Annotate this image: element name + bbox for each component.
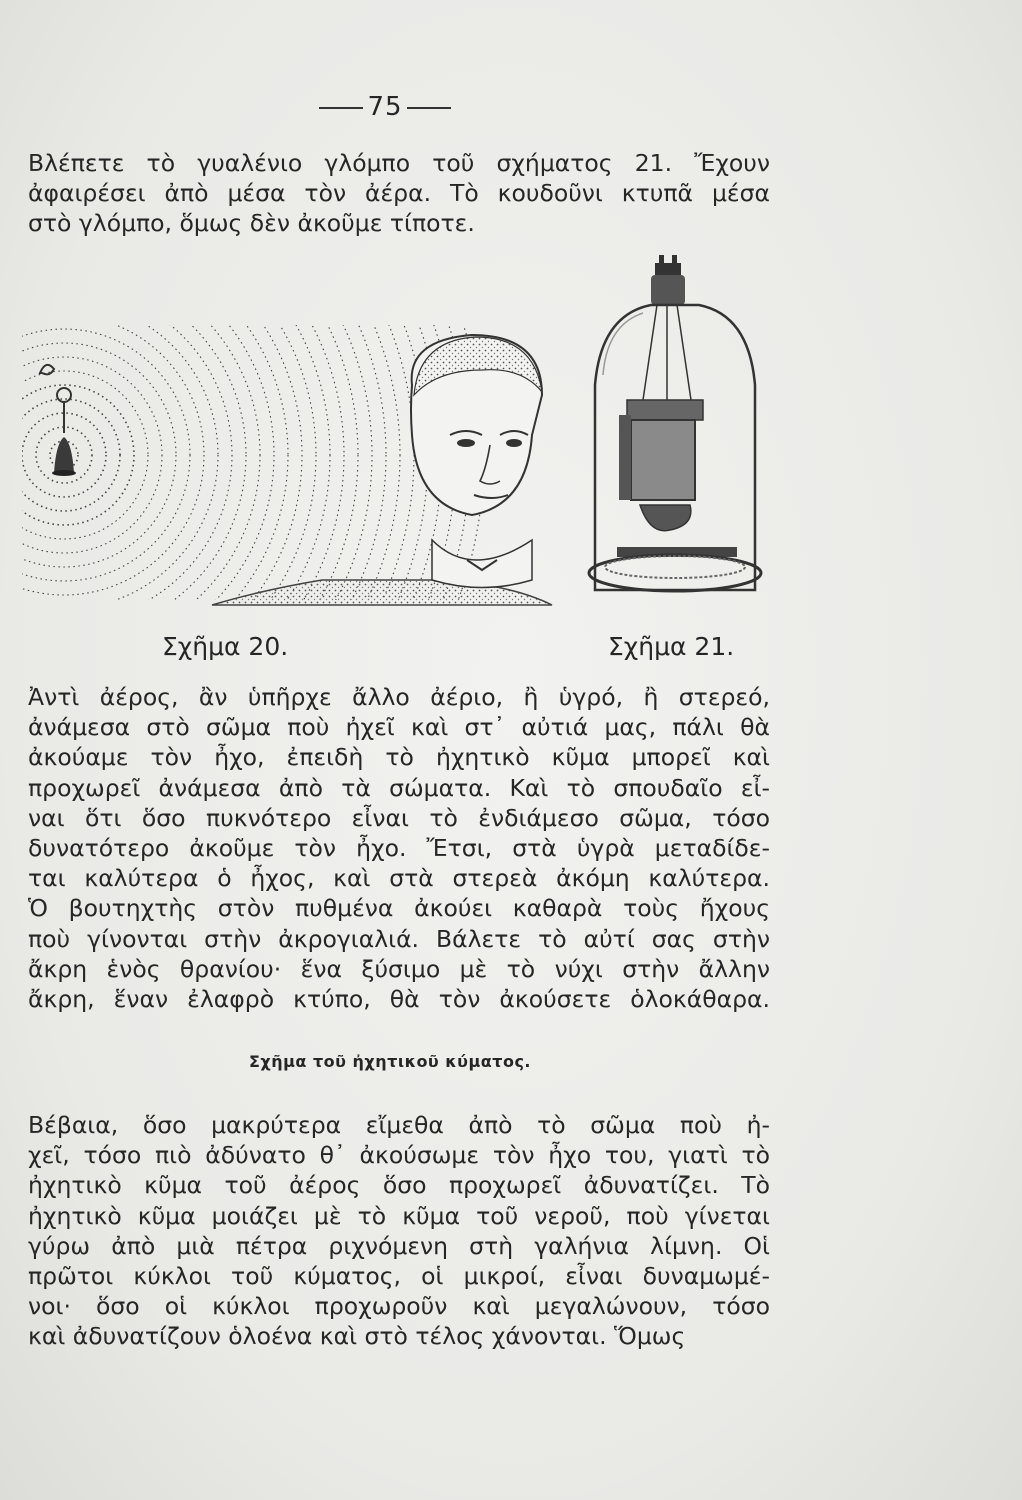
page-number-dash-left xyxy=(319,107,363,109)
section-heading: Σχῆμα τοῦ ἠχητικοῦ κύματος. xyxy=(248,1052,532,1071)
text-line: Βέβαια, ὅσο μακρύτερα εἴμεθα ἀπὸ τὸ σῶμα ποὺ ἠ- xyxy=(28,1111,770,1139)
text-line: χεῖ, τόσο πιὸ ἀδύνατο θ᾽ ἀκούσωμε τὸν ἦχο του, γιατὶ τὸ xyxy=(28,1141,770,1170)
text-line: ἀνάμεσα στὸ σῶμα ποὺ ἠχεῖ καὶ στ᾽ αὐτιά μας, πάλι θὰ xyxy=(28,713,770,742)
page-number-text: 75 xyxy=(367,92,403,122)
figure-20-sound-waves-illustration xyxy=(22,325,562,615)
text-line: δυνατότερο ἀκοῦμε τὸν ἦχο. Ἔτσι, στὰ ὑγρὰ μεταδίδε- xyxy=(28,834,770,863)
text-line: Ἀντὶ ἀέρος, ἂν ὑπῆρχε ἄλλο ἀέριο, ἢ ὑγρό, ἢ στερεό, xyxy=(28,683,770,711)
text-line: πρῶτοι κύκλοι τοῦ κύματος, οἱ μικροί, εἶναι δυναμωμέ- xyxy=(28,1262,770,1291)
figure-20-caption: Σχῆμα 20. xyxy=(162,632,289,661)
text-line: καὶ ἀδυνατίζουν ὁλοένα καὶ στὸ τέλος χάνονται. Ὅμως xyxy=(28,1322,686,1351)
text-line: Ὁ βουτηχτὴς στὸν πυθμένα ἀκούει καθαρὰ τοὺς ἤχους xyxy=(28,894,770,923)
text-line: νοι· ὅσο οἱ κύκλοι προχωροῦν καὶ μεγαλώνουν, τόσο xyxy=(28,1292,770,1321)
sound-wave-ring xyxy=(22,325,428,615)
bell-jar-icon xyxy=(589,255,761,591)
bell-icon xyxy=(40,365,76,476)
body-paragraph-2 xyxy=(28,1110,770,1352)
figure-21-bell-jar-illustration xyxy=(585,255,765,615)
body-paragraph-1 xyxy=(28,682,770,1014)
text-line: ται καλύτερα ὁ ἦχος, καὶ στὰ στερεὰ ἀκόμη καλύτερα. xyxy=(28,864,770,893)
text-line: ἠχητικὸ κῦμα τοῦ ἀέρος ὅσο προχωρεῖ ἀδυνατίζει. Τὸ xyxy=(28,1171,770,1200)
text-line: στὸ γλόμπο, ὅμως δὲν ἀκοῦμε τίποτε. xyxy=(28,209,475,238)
text-line: ἠχητικὸ κῦμα μοιάζει μὲ τὸ κῦμα τοῦ νεροῦ, ποὺ γίνεται xyxy=(28,1201,770,1230)
figure-21-caption: Σχῆμα 21. xyxy=(608,632,735,661)
sound-wave-ring xyxy=(22,371,148,539)
page-number-dash-right xyxy=(407,107,451,109)
text-line: ἀφαιρέσει ἀπὸ μέσα τὸν ἀέρα. Τὸ κουδοῦνι κτυπᾶ μέσα xyxy=(28,179,770,208)
text-line: γύρω ἀπὸ μιὰ πέτρα ριχνόμενη στὴ γαλήνια λίμνη. Οἱ xyxy=(28,1231,770,1260)
sound-wave-ring xyxy=(22,343,176,567)
text-line: ναι ὅτι ὅσο πυκνότερο εἶναι τὸ ἐνδιάμεσο σῶμα, τόσο xyxy=(28,803,770,832)
sound-wave-ring xyxy=(22,325,442,615)
text-line: ἄκρη, ἕναν ἐλαφρὸ κτύπο, θὰ τὸν ἀκούσετε ὁλοκάθαρα. xyxy=(28,985,770,1014)
sound-wave-ring xyxy=(22,325,414,615)
text-line: ἄκρη ἑνὸς θρανίου· ἕνα ξύσιμο μὲ τὸ νύχι στὴν ἄλλην xyxy=(28,954,770,983)
text-line: Βλέπετε τὸ γυαλένιο γλόμπο τοῦ σχήματος 21. Ἔχουν xyxy=(28,149,770,177)
page-number xyxy=(0,92,770,122)
intro-paragraph xyxy=(28,148,770,239)
text-line: ἀκούαμε τὸν ἦχο, ἐπειδὴ τὸ ἠχητικὸ κῦμα μπορεῖ καὶ xyxy=(28,743,770,772)
sound-wave-ring xyxy=(22,325,372,615)
text-line: προχωρεῖ ἀνάμεσα ἀπὸ τὰ σώματα. Καὶ τὸ σπουδαῖο εἶ- xyxy=(28,773,770,802)
text-line: ποὺ γίνονται στὴν ἀκρογιαλιά. Βάλετε τὸ αὐτί σας στὴν xyxy=(28,924,770,953)
